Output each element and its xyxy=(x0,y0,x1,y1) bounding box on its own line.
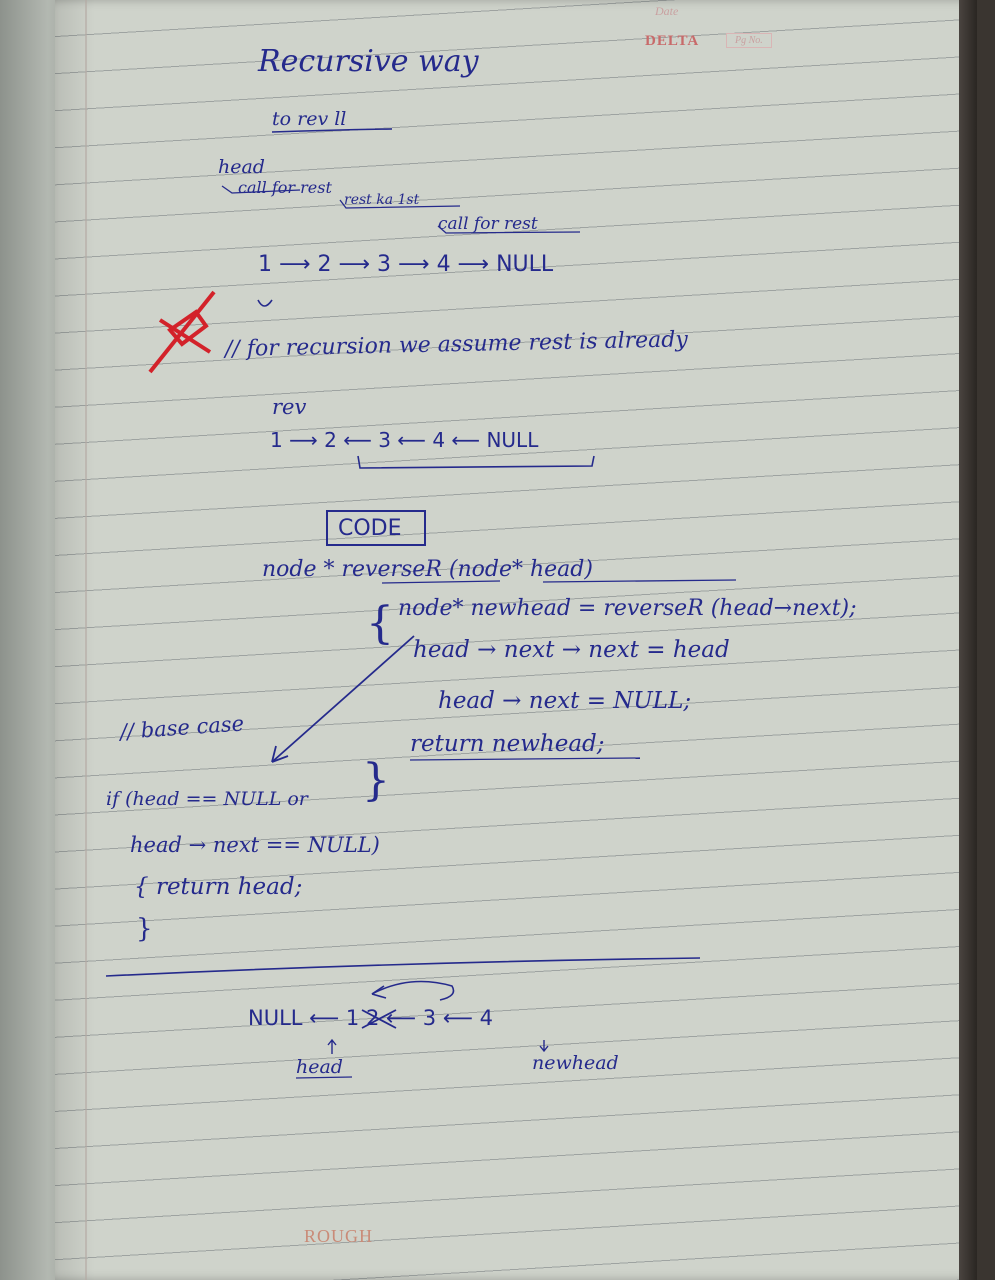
call-arrow-1 xyxy=(222,186,300,193)
code-line-return: return newhead; xyxy=(410,731,605,757)
linked-list-final: NULL ⟵ 1 2 ⟵ 3 ⟵ 4 xyxy=(248,1006,493,1030)
subtitle-underline xyxy=(272,129,392,132)
rest-bracket xyxy=(358,456,594,468)
close-brace: } xyxy=(362,755,390,806)
code-label: CODE xyxy=(338,516,402,541)
node-marker xyxy=(258,300,272,306)
call-rest-label: call for rest xyxy=(238,178,332,197)
code-line-null: head → next = NULL; xyxy=(438,688,692,714)
linked-list-reversed-rest: 1 ⟶ 2 ⟵ 3 ⟵ 4 ⟵ NULL xyxy=(270,428,539,452)
rest-first-label: rest ka 1st xyxy=(344,192,420,208)
assumption-line-2: rev xyxy=(272,395,307,419)
base-case-body: { return head; xyxy=(134,874,303,900)
call-arrow-2 xyxy=(340,200,460,208)
function-name-underline xyxy=(382,581,500,583)
return-underline xyxy=(410,758,640,760)
page-title: Recursive way xyxy=(258,44,479,79)
subtitle: to rev ll xyxy=(272,108,347,130)
head-underline xyxy=(296,1077,352,1078)
head-pointer-arrow xyxy=(328,1040,336,1054)
assumption-line-1: // for recursion we assume rest is already xyxy=(224,327,689,362)
base-case-condition-2: head → next == NULL) xyxy=(130,833,380,857)
crossed-link xyxy=(362,1010,396,1028)
date-label: Date xyxy=(655,4,679,18)
function-signature: node * reverseR (node* head) xyxy=(262,557,593,582)
rough-footer: ROUGH xyxy=(304,1226,374,1246)
page-number-label: Pg No. xyxy=(726,33,772,48)
newhead-pointer-label: newhead xyxy=(532,1052,619,1074)
code-line-newhead: node* newhead = reverseR (head→next); xyxy=(398,596,857,621)
head-pointer-label: head xyxy=(296,1056,343,1078)
base-case-arrow xyxy=(272,636,414,762)
red-star-mark xyxy=(150,292,214,372)
newhead-pointer-arrow xyxy=(540,1040,548,1051)
base-case-label: // base case xyxy=(119,711,245,744)
section-separator xyxy=(106,958,700,976)
base-case-condition-1: if (head == NULL or xyxy=(106,788,308,810)
open-brace: { xyxy=(366,598,394,649)
head-label: head xyxy=(218,156,265,178)
base-case-close: } xyxy=(136,914,153,944)
call-rest-label-2: call for rest xyxy=(438,214,538,234)
call-arrow-3 xyxy=(438,226,580,233)
params-underline xyxy=(543,580,736,582)
linked-list-original: 1 ⟶ 2 ⟶ 3 ⟶ 4 ⟶ NULL xyxy=(258,252,554,277)
code-line-link-back: head → next → next = head xyxy=(413,637,730,663)
brand-label: DELTA xyxy=(645,33,700,49)
